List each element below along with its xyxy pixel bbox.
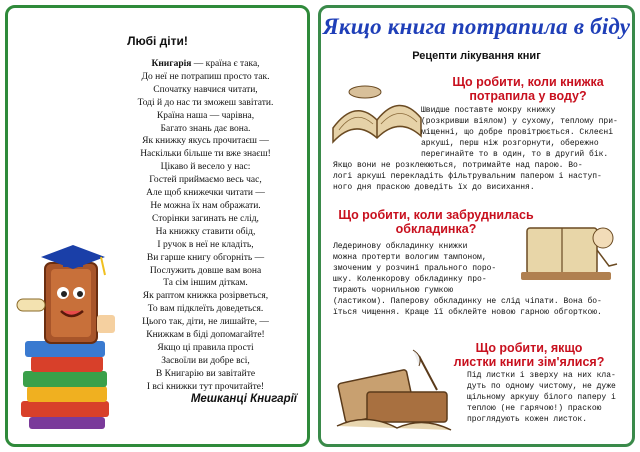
poem-line — [103, 71, 308, 84]
poem-line-text: — країна є така, — [191, 59, 260, 69]
wet-book-illustration — [325, 78, 425, 148]
answer-line: Якщо вони не розклеюються, потримайте над парою. Во- — [333, 161, 583, 170]
main-title: Якщо книга потрапила в біду — [322, 14, 631, 39]
poem-line — [103, 110, 308, 123]
poem-line — [103, 161, 308, 174]
answer-line: дуть по одному чистому, не дуже — [467, 382, 616, 391]
poem-line-text: Спочатку навчися читати, — [153, 84, 258, 95]
poem-line-text: Як раптом книжка розірветься, — [142, 291, 269, 302]
answer-line: міщенні, що добре провітрюється. Склеєні — [421, 128, 614, 137]
left-signature: Мешканці Книгарії — [190, 393, 297, 405]
poem-line — [103, 329, 308, 342]
answer-line: теплою (не гарячою!) праскою — [467, 404, 602, 413]
question-line: Що робити, коли книжка — [452, 75, 604, 89]
question-line: Що робити, якщо — [475, 341, 583, 355]
answer-line: шку. Коленкорову обкладинку про- — [333, 275, 487, 284]
answer-line: Ледеринову обкладинку книжки — [333, 242, 468, 251]
poem-line — [103, 97, 308, 110]
poem-line — [103, 265, 308, 278]
poem-line — [103, 355, 308, 368]
poem-line — [103, 135, 308, 148]
answer-line: (розкривши віялом) у сухому, теплому при- — [421, 117, 618, 126]
poem-line — [103, 148, 308, 161]
poem-line — [103, 381, 308, 394]
answer-pages — [467, 370, 616, 425]
answer-line: (ластиком). Паперову обкладинку не слід чіпати. Вона бо- — [333, 297, 602, 306]
poem-line — [103, 200, 308, 213]
subtitle: Рецепти лікування книг — [412, 50, 541, 62]
poem-line-text: Країна наша — чарівна, — [156, 110, 255, 121]
poem-line-text: Наскільки більше ти вже знаєш! — [140, 149, 271, 160]
poem-line-text: І всі книжки тут прочитайте! — [146, 381, 265, 392]
poem-line-text: На книжку ставити обід, — [155, 226, 256, 237]
poem-line-text: Та сім іншим діткам. — [163, 278, 248, 289]
poem-line — [103, 252, 308, 265]
poem-line-text: Цікаво й весело у нас: — [160, 162, 251, 173]
poem-line-text: Засвоїли ви добре всі, — [161, 355, 250, 366]
poem-line — [103, 187, 308, 200]
poem-line — [103, 239, 308, 252]
poem-line — [103, 226, 308, 239]
poem-line — [103, 123, 308, 136]
poem-line-text: І ручок в неї не кладіть, — [157, 239, 254, 250]
poem-line-text: Якщо ці правила прості — [157, 342, 254, 353]
answer-line: щільному аркушу білого паперу і — [467, 393, 616, 402]
poem-line-text: Ви гарше книгу обгорніть — — [146, 252, 265, 263]
poem-line-text: Але щоб книжечки читати — — [146, 188, 265, 199]
poem-line-text: Книжкам в біді допомагайте! — [146, 330, 265, 341]
answer-line: проглядують кожен листок. — [467, 415, 588, 424]
book-mascot-illustration — [13, 223, 118, 433]
poem-line-text: Сторінки загинать не слід, — [152, 213, 259, 224]
right-panel — [318, 5, 635, 447]
poem-line-text: Як книжку якусь прочитаєш — — [142, 136, 269, 147]
poem-line — [103, 174, 308, 187]
poem-line — [103, 368, 308, 381]
answer-line: можна протерти вологим тампоном, — [333, 253, 487, 262]
old-books-illustration — [327, 346, 461, 440]
poem-line-text: В Книгарію ви завітайте — [155, 368, 256, 379]
book-character-illustration — [517, 214, 629, 288]
poem-line — [103, 342, 308, 355]
question-line: Що робити, коли забруднилась — [338, 208, 534, 222]
poem-lead-word: Книгарія — [151, 59, 192, 69]
answer-line: Швидше поставте мокру книжку — [421, 106, 556, 115]
poem-line — [103, 290, 308, 303]
poem-line — [103, 213, 308, 226]
poem-line-text: До неї не потрапиш просто так. — [141, 71, 270, 82]
answer-line: ного дня праскою доведіть їх до висихання. — [333, 183, 535, 192]
question-cover — [331, 208, 541, 236]
poem-line — [103, 277, 308, 290]
poem-line-text: Послужить довше вам вона — [149, 265, 262, 276]
poem-line — [103, 58, 308, 71]
poem-line-text: Цього так, діти, не лишайте, — — [142, 317, 269, 328]
poem-line-text: Тоді й до нас ти зможеш завітати. — [137, 97, 274, 108]
poem-line-text: Багато знань дає вона. — [160, 123, 251, 134]
poem — [103, 58, 308, 394]
answer-line: тирають чорнильною гумкою — [333, 286, 454, 295]
poem-line — [103, 303, 308, 316]
question-line: потрапила у воду? — [469, 89, 587, 103]
answer-line: перегинайте то в один, то в другий бік. — [421, 150, 609, 159]
left-title: Любі діти! — [127, 34, 188, 48]
answer-line: Під листки і зверху на них кла- — [467, 371, 616, 380]
answer-line: логі аркуші перекладіть фільтрувальним папером і наступ- — [333, 172, 602, 181]
poem-line — [103, 316, 308, 329]
question-line: обкладинка? — [395, 222, 477, 236]
answer-line: змоченим у розчині прального поро- — [333, 264, 497, 273]
poem-line-text: Гостей приймаємо весь час, — [149, 175, 262, 186]
poem-line — [103, 84, 308, 97]
poem-line-text: Не можна їх нам ображати. — [150, 200, 261, 211]
question-water — [423, 75, 633, 103]
answer-line: аркуші, перш ніж розгорнути, обережно — [421, 139, 599, 148]
poem-line-text: То вам підклеїть доведеться. — [147, 304, 264, 315]
answer-line: їться чищення. Краще її обклейте новою гарною обгорткою. — [333, 308, 602, 317]
question-line: листки книги зім'ялися? — [453, 355, 605, 369]
left-panel — [5, 5, 310, 447]
